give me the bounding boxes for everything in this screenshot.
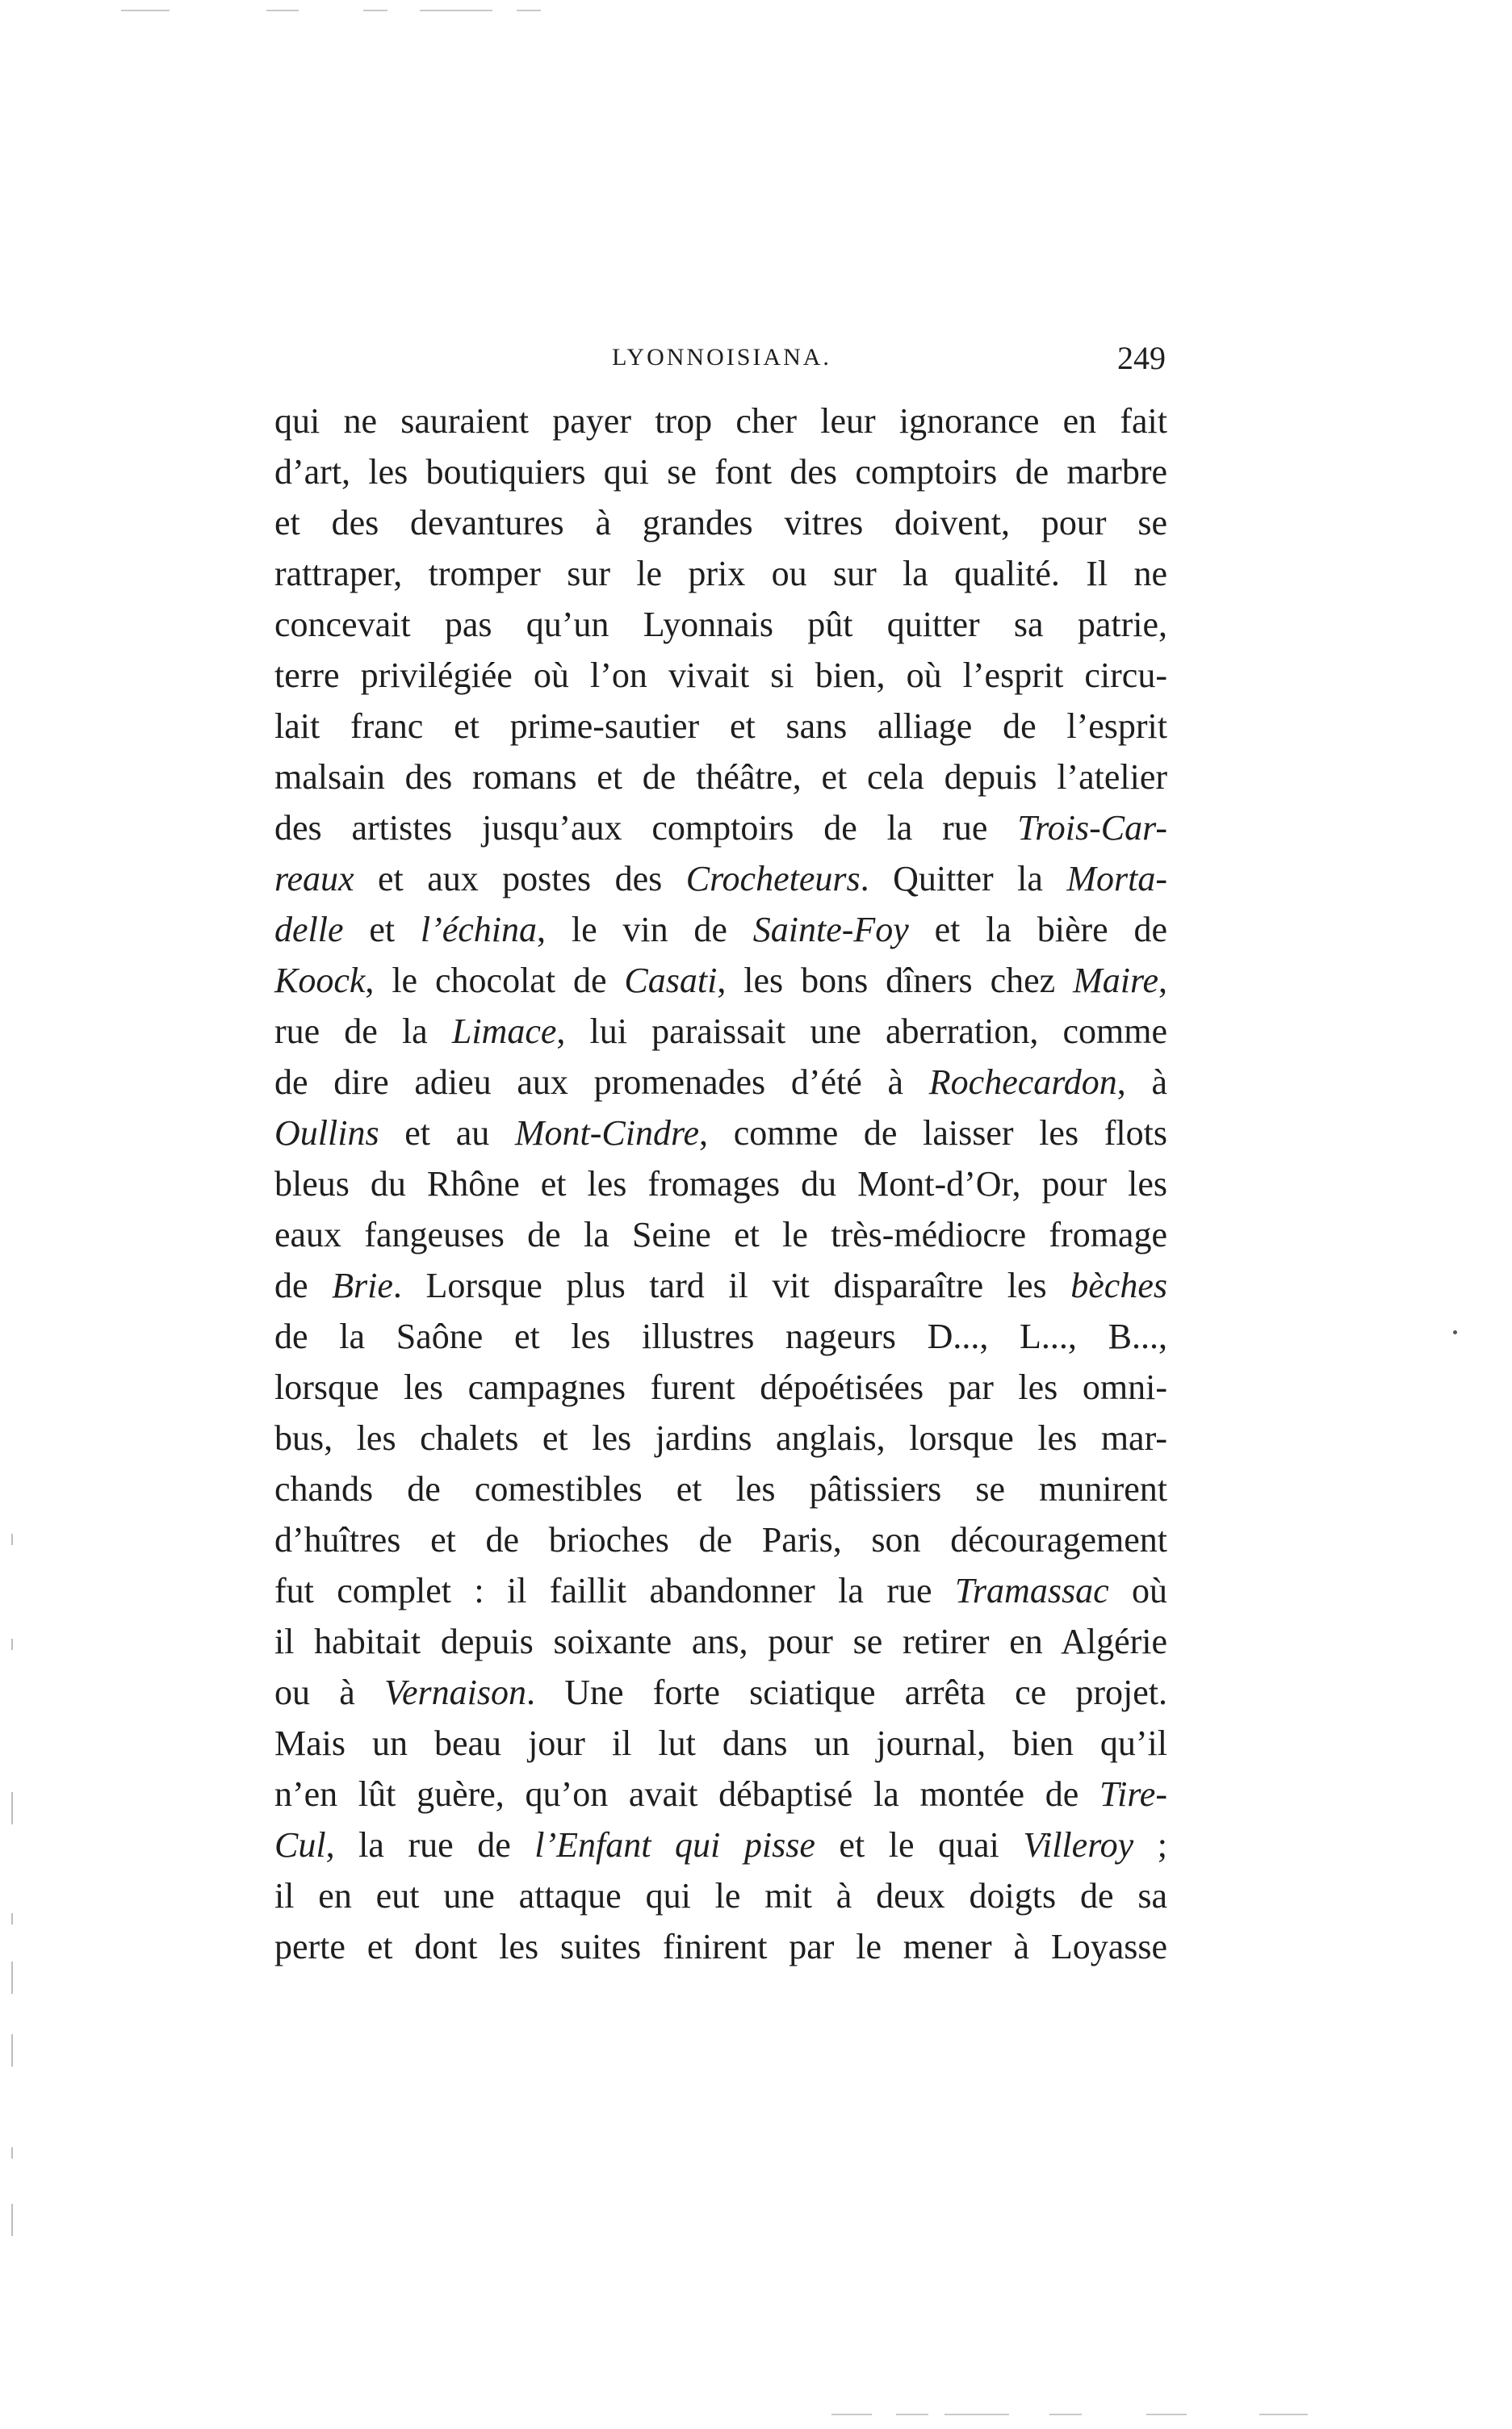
text-line [274,1820,1167,1870]
text-segment: . Une forte sciatique arrêta ce projet. [526,1673,1167,1712]
text-segment: , la rue de [325,1825,535,1865]
text-segment: Mais un beau jour il lut dans un journal, bien qu’il [274,1723,1167,1763]
text-segment: ou à [274,1673,385,1712]
italic-text: Morta- [1066,859,1167,898]
text-segment: lorsque les campagnes furent dépoétisées par les omni- [274,1367,1167,1407]
italic-text: Rochecardon [928,1062,1117,1102]
text-line [274,1514,1167,1565]
italic-text: Tramassac [954,1571,1109,1610]
italic-text: bèches [1070,1266,1167,1305]
text-line [274,1158,1167,1209]
text-line [274,599,1167,650]
italic-text: Koock [274,961,366,1000]
page-number: 249 [1117,340,1166,376]
text-segment: , le vin de [537,910,753,949]
text-segment: de [274,1266,333,1305]
italic-text: Tire- [1099,1774,1167,1814]
text-segment: où [1108,1571,1167,1610]
text-segment: malsain des romans et de théâtre, et cela depuis l’atelier [274,757,1167,797]
text-segment: et des devantures à grandes vitres doivent, pour se [274,503,1167,542]
text-segment: concevait pas qu’un Lyonnais pût quitter sa patrie, [274,605,1167,644]
text-line [274,904,1167,955]
text-segment: et au [379,1113,515,1153]
text-line [274,1921,1167,1972]
text-segment: et [343,910,421,949]
text-line [274,446,1167,497]
text-line [274,1667,1167,1718]
text-line [274,548,1167,599]
text-line [274,396,1167,446]
italic-text: Villeroy [1023,1825,1134,1865]
text-segment: et aux postes des [354,859,686,898]
text-segment: , [1158,961,1167,1000]
italic-text: l’échina [420,910,538,949]
page-header [278,339,1166,387]
text-segment: terre privilégiée où l’on vivait si bien, où l’esprit circu- [274,655,1167,695]
text-segment: bleus du Rhône et les fromages du Mont-d’Or, pour les [274,1164,1167,1204]
text-segment: bus, les chalets et les jardins anglais, lorsque les mar- [274,1418,1167,1458]
text-line [274,1413,1167,1464]
text-segment: des artistes jusqu’aux comptoirs de la rue [274,808,1018,848]
body-text [274,396,1167,1972]
italic-text: Brie [332,1266,393,1305]
text-segment: ; [1133,1825,1168,1865]
text-line [274,752,1167,802]
text-segment: il habitait depuis soixante ans, pour se retirer en Algérie [274,1622,1167,1661]
text-segment: fut complet : il faillit abandonner la rue [274,1571,955,1610]
text-segment: d’art, les boutiquiers qui se font des comptoirs de marbre [274,452,1167,492]
text-segment: , les bons dîners chez [717,961,1074,1000]
scan-edge-marks-bottom [0,2414,1512,2419]
text-segment: rattraper, tromper sur le prix ou sur la qualité. Il ne [274,554,1167,593]
text-line [274,853,1167,904]
text-line [274,1057,1167,1108]
text-segment: , lui paraissait une aberration, comme [556,1011,1167,1051]
text-line [274,1616,1167,1667]
text-segment: perte et dont les suites finirent par le mener à Loyasse [274,1927,1167,1966]
text-segment: et la bière de [908,910,1167,949]
text-segment: chands de comestibles et les pâtissiers se munirent [274,1469,1167,1509]
text-line [274,955,1167,1006]
italic-text: Trois-Car- [1017,808,1167,848]
text-segment: de dire adieu aux promenades d’été à [274,1062,929,1102]
text-line [274,1311,1167,1362]
text-segment: rue de la [274,1011,452,1051]
text-segment: , à [1116,1062,1167,1102]
text-line [274,1006,1167,1057]
text-line [274,1464,1167,1514]
italic-text: Maire [1073,961,1158,1000]
text-line [274,1565,1167,1616]
italic-text: delle [274,910,344,949]
italic-text: reaux [274,859,354,898]
italic-text: Mont-Cindre [514,1113,700,1153]
italic-text: Sainte-Foy [752,910,909,949]
scan-edge-marks-top [0,10,1512,15]
margin-speck [1453,1330,1457,1334]
italic-text: Cul [274,1825,326,1865]
italic-text: Vernaison [384,1673,527,1712]
text-line [274,1718,1167,1769]
text-segment: il en eut une attaque qui le mit à deux doigts de sa [274,1876,1167,1916]
text-line [274,650,1167,701]
text-segment: eaux fangeuses de la Seine et le très-médiocre fromage [274,1215,1167,1254]
text-segment: , comme de laisser les flots [699,1113,1167,1153]
scan-margin-marks [11,1534,16,2260]
text-line [274,1260,1167,1311]
text-line [274,1769,1167,1820]
italic-text: Crocheteurs [685,859,861,898]
text-line [274,1870,1167,1921]
text-segment: . Lorsque plus tard il vit disparaître les [392,1266,1071,1305]
italic-text: Oullins [274,1113,379,1153]
italic-text: Casati [624,961,718,1000]
text-segment: lait franc et prime-sautier et sans alliage de l’esprit [274,706,1167,746]
text-segment: de la Saône et les illustres nageurs D..., L..., B..., [274,1317,1167,1356]
italic-text: Limace [451,1011,557,1051]
text-line [274,1209,1167,1260]
running-title: LYONNOISIANA. [612,344,831,371]
italic-text: l’Enfant qui pisse [534,1825,815,1865]
text-line [274,1362,1167,1413]
text-segment: d’huîtres et de brioches de Paris, son découragement [274,1520,1167,1560]
text-segment: n’en lût guère, qu’on avait débaptisé la montée de [274,1774,1100,1814]
text-line [274,497,1167,548]
text-segment: et le quai [815,1825,1024,1865]
text-line [274,1108,1167,1158]
text-segment: qui ne sauraient payer trop cher leur ignorance en fait [274,401,1167,441]
text-segment: . Quitter la [860,859,1067,898]
text-segment: , le chocolat de [365,961,625,1000]
text-line [274,802,1167,853]
text-line [274,701,1167,752]
